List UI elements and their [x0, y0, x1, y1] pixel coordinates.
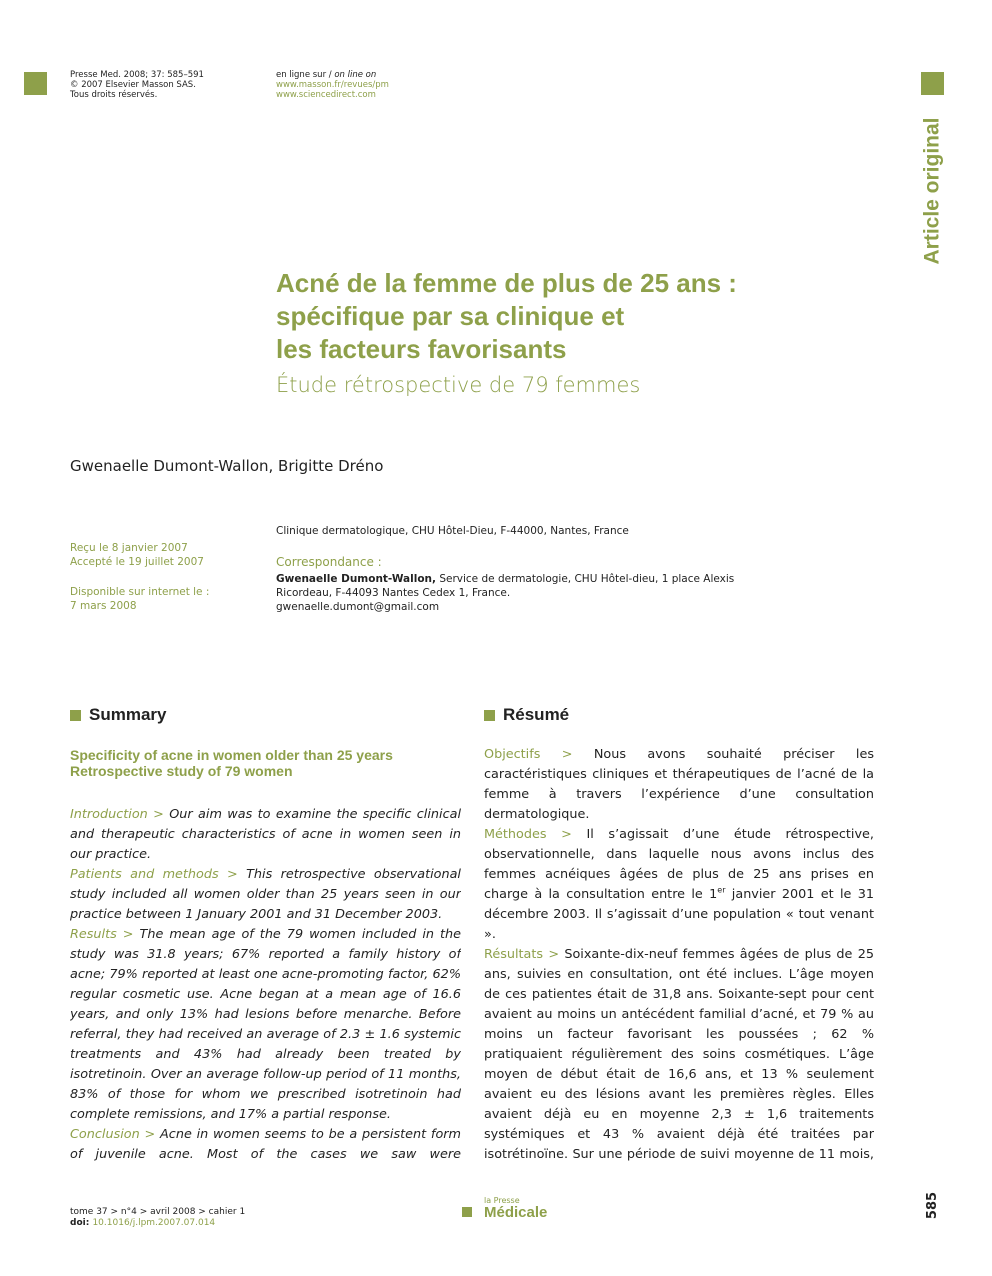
doi-link[interactable]: 10.1016/j.lpm.2007.07.014 [92, 1218, 216, 1228]
article-subtitle: Étude rétrospective de 79 femmes [276, 373, 641, 397]
article-title [276, 267, 836, 366]
correspondence-label: Correspondance : [276, 555, 382, 569]
resume-results-text: Soixante-dix-neuf femmes âgées de plus de 25 ans, suivies en consultation, ont été inclues. L’âge moyen de ces patientes était de 31,8 ans. Soixante-sept pour cent avaient au moins un antécédent familial d’acné, et 79 % au moins un facteur favorisant les poussées ; 62 % pratiquaient régulièrement des soins cosmétiques. L’âge moyen de début était de 16,6 ans, et 13 % seulement avaient eu des lésions avant les premières règles. Elles avaient déjà eu en moyenne 2,3 ± 1,6 traitements systémiques et 43 % avaient déjà été traitées par isotrétinoïne. Sur une période de suivi moyenne de 11 mois, [484, 947, 874, 1162]
resume-methods-key: Méthodes > [484, 827, 587, 842]
correspondence-block [276, 555, 735, 614]
corner-square-right [921, 72, 944, 95]
resume-objectives [484, 745, 874, 825]
summary-title-line-2: Retrospective study of 79 women [70, 763, 293, 779]
summary-heading-label: Summary [89, 705, 167, 724]
title-line-1: Acné de la femme de plus de 25 ans : [276, 268, 737, 298]
resume-results [484, 945, 874, 1165]
correspondence-address-2: Ricordeau, F-44093 Nantes Cedex 1, France. [276, 587, 511, 599]
journal-citation [70, 70, 204, 100]
resume-results-key: Résultats > [484, 947, 565, 962]
summary-conclusion-text: Acne in women seems to be a persistent form of juvenile acne. Most of the cases we saw were [70, 1127, 461, 1162]
title-line-3: les facteurs favorisants [276, 334, 567, 364]
online-label: en ligne sur / [276, 70, 335, 80]
dates-block [70, 541, 204, 569]
journal-logo [462, 1196, 547, 1220]
resume-heading [484, 705, 569, 725]
page-number-label: 585 [925, 1191, 941, 1219]
logo-square [462, 1207, 472, 1217]
summary-conclusion-key: Conclusion > [70, 1127, 161, 1142]
article-type-label: Article original [921, 116, 944, 265]
article-type-tag [918, 118, 948, 263]
resume-objectives-key: Objectifs > [484, 747, 594, 762]
page-number [918, 1190, 948, 1220]
summary-methods-text: This retrospective observational study included all women older than 25 years seen in our practice between 1 January 2001 and 31 December 2003. [70, 867, 461, 922]
resume-heading-square [484, 710, 495, 721]
online-label-en: on line on [334, 70, 377, 80]
copyright-line: © 2007 Elsevier Masson SAS. [70, 80, 196, 90]
resume-methods-text-a: Il s’agissait d’une étude rétrospective, observationnelle, dans laquelle nous avons inclus des femmes acnéiques âgées de plus de 25 ans prises en charge à la consultation entre le 1 [484, 827, 874, 902]
summary-introduction-text: Our aim was to examine the specific clinical and therapeutic characteristics of acne in women seen in our practice. [70, 807, 461, 862]
resume-heading-label: Résumé [503, 705, 570, 724]
correspondence-address-1: Service de dermatologie, CHU Hôtel-dieu, 1 place Alexis [436, 573, 735, 585]
rights-line: Tous droits réservés. [70, 90, 158, 100]
corner-square-left [24, 72, 47, 95]
summary-results-key: Results > [70, 927, 140, 942]
citation-line: Presse Med. 2008; 37: 585–591 [70, 70, 204, 80]
issue-line: tome 37 > n°4 > avril 2008 > cahier 1 [70, 1207, 246, 1217]
summary-title-line-1: Specificity of acne in women older than 25 years [70, 747, 393, 763]
summary-introduction [70, 805, 461, 865]
affiliation: Clinique dermatologique, CHU Hôtel-Dieu, F-44000, Nantes, France [276, 525, 629, 537]
resume-body [484, 745, 874, 1165]
online-info [276, 70, 389, 100]
summary-body [70, 805, 461, 1165]
correspondence-name: Gwenaelle Dumont-Wallon, [276, 573, 436, 585]
availability-block [70, 585, 209, 613]
resume-methods [484, 825, 874, 945]
summary-methods-key: Patients and methods > [70, 867, 247, 882]
accepted-date: Accepté le 19 juillet 2007 [70, 556, 204, 568]
logo-small-text: la Presse [484, 1196, 520, 1205]
summary-methods [70, 865, 461, 925]
summary-heading-square [70, 710, 81, 721]
footer-issue [70, 1207, 245, 1229]
received-date: Reçu le 8 janvier 2007 [70, 542, 188, 554]
available-date: 7 mars 2008 [70, 600, 137, 612]
correspondence-email[interactable]: gwenaelle.dumont@gmail.com [276, 601, 440, 613]
summary-introduction-key: Introduction > [70, 807, 170, 822]
url-masson[interactable]: www.masson.fr/revues/pm [276, 80, 389, 90]
summary-heading [70, 705, 166, 725]
summary-results-text: The mean age of the 79 women included in the study was 31.8 years; 67% reported a family history of acne; 79% reported at least one acne-promoting factor, 62% regular cosmetic use. Acne began at a mean age of 16.6 years, and only 13% had lesions before menarche. Before referral, they had received an average of 2.3 ± 1.6 systemic treatments and 43% had already been treated by isotretinoin. Over an average follow-up period of 11 months, 83% of those for whom we prescribed isotretinoin had complete remissions, and 17% a partial response. [70, 927, 461, 1122]
available-label: Disponible sur internet le : [70, 586, 210, 598]
title-line-2: spécifique par sa clinique et [276, 301, 625, 331]
resume-objectives-text: Nous avons souhaité préciser les caractéristiques cliniques et thérapeutiques de l’acné de la femme à travers l’expérience d’une consultation dermatologique. [484, 747, 874, 822]
resume-methods-text-b: janvier 2001 et le 31 décembre 2003. Il s’agissait d’une population « tout venant ». [484, 887, 874, 942]
doi-label: doi: [70, 1218, 93, 1228]
logo-big-text: Médicale [484, 1204, 548, 1221]
authors: Gwenaelle Dumont-Wallon, Brigitte Dréno [70, 457, 384, 475]
summary-title [70, 747, 393, 779]
url-sciencedirect[interactable]: www.sciencedirect.com [276, 90, 376, 100]
resume-methods-sup: er [717, 885, 726, 895]
summary-results [70, 925, 461, 1125]
summary-conclusion [70, 1125, 461, 1165]
